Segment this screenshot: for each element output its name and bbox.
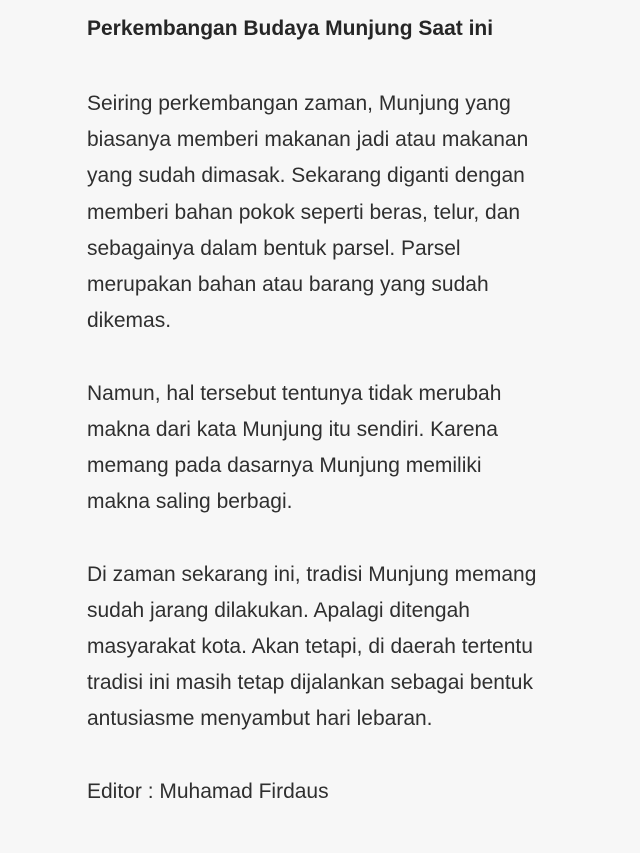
paragraph-line: merupakan bahan atau barang yang sudah <box>87 273 489 297</box>
paragraph-line: dikemas. <box>87 309 172 333</box>
paragraph-spacer <box>87 738 627 774</box>
paragraph-spacer <box>87 339 627 375</box>
paragraph-line: yang sudah dimasak. Sekarang diganti dengan <box>87 164 525 188</box>
paragraph-line: biasanya memberi makanan jadi atau makanan <box>87 128 529 152</box>
paragraph-3 <box>87 557 627 738</box>
paragraph-line: sudah jarang dilakukan. Apalagi ditengah <box>87 598 470 622</box>
paragraph-spacer <box>87 520 627 556</box>
paragraph-line: makna dari kata Munjung itu sendiri. Karena <box>87 417 498 441</box>
paragraph-2 <box>87 376 627 521</box>
article <box>87 12 627 810</box>
paragraph-line: Di zaman sekarang ini, tradisi Munjung memang <box>87 562 537 586</box>
editor-credit: Editor : Muhamad Firdaus <box>87 779 329 803</box>
paragraph-line: memberi bahan pokok seperti beras, telur, dan <box>87 200 521 224</box>
paragraph-line: masyarakat kota. Akan tetapi, di daerah tertentu <box>87 635 533 659</box>
article-heading: Perkembangan Budaya Munjung Saat ini <box>87 17 494 40</box>
paragraph-line: Seiring perkembangan zaman, Munjung yang <box>87 92 511 115</box>
paragraph-line: sebagainya dalam bentuk parsel. Parsel <box>87 236 461 260</box>
paragraph-line: antusiasme menyambut hari lebaran. <box>87 707 433 731</box>
paragraph-line: Namun, hal tersebut tentunya tidak merubah <box>87 381 502 405</box>
paragraph-line: memang pada dasarnya Munjung memiliki <box>87 454 482 478</box>
paragraph-1 <box>87 86 627 339</box>
paragraph-line: makna saling berbagi. <box>87 490 293 514</box>
paragraph-line: tradisi ini masih tetap dijalankan sebagai bentuk <box>87 671 533 695</box>
